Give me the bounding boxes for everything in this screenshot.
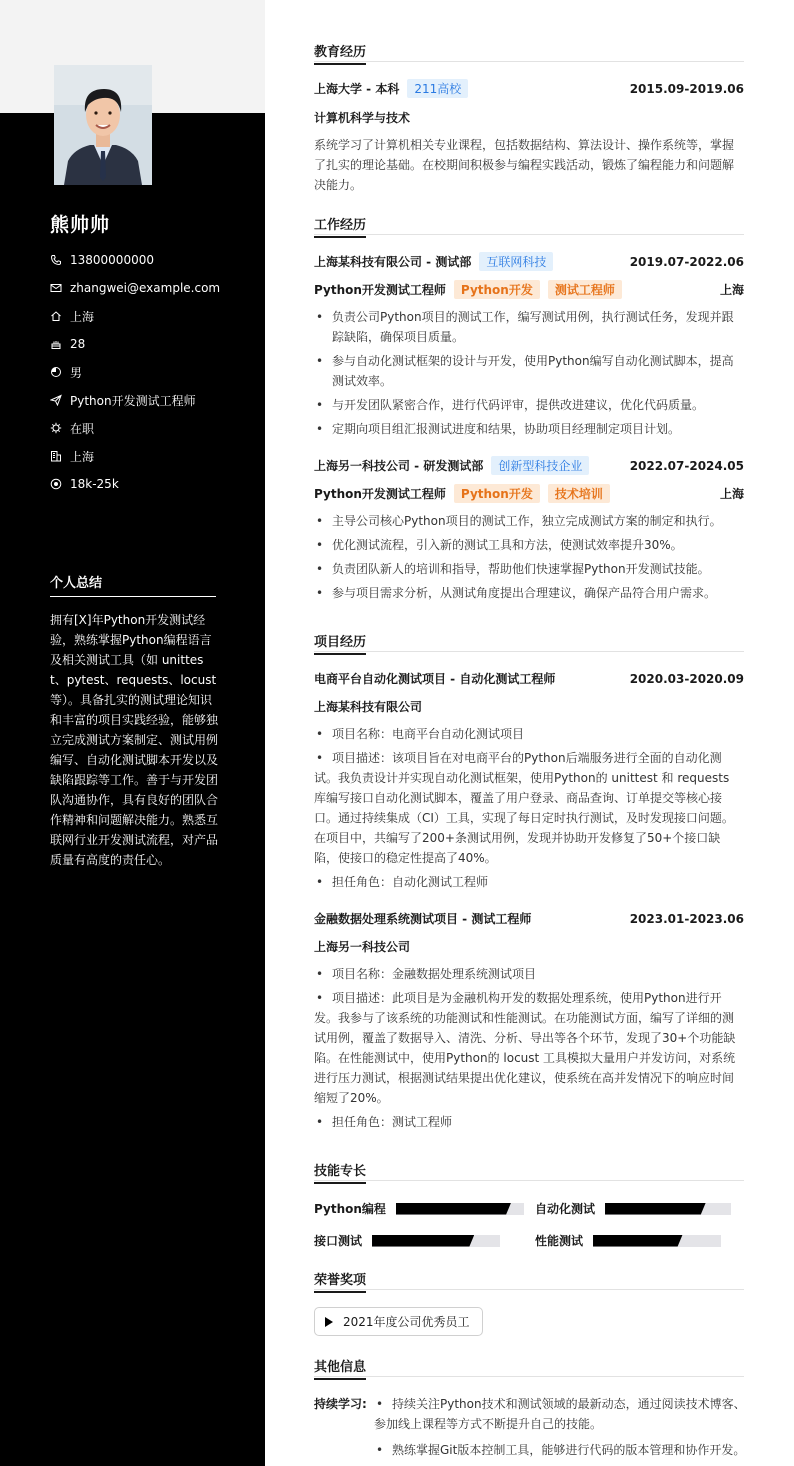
skill-bar	[605, 1203, 731, 1215]
contact-work-city	[50, 442, 220, 470]
skill-bar-fill	[605, 1203, 706, 1215]
job-1-city: 上海	[719, 283, 744, 297]
skill-name: Python编程	[314, 1202, 386, 1216]
list-item: • 定期向项目组汇报测试进度和结果，协助项目经理制定项目计划。	[314, 419, 744, 439]
project-1-company: 上海某科技有限公司	[314, 700, 423, 714]
job-2-header	[314, 456, 744, 475]
job-2-industry-tag: 创新型科技企业	[491, 456, 589, 475]
contact-city-text: 上海	[70, 309, 95, 324]
skills-section-title: 技能专长	[314, 1160, 366, 1184]
other-section-title: 其他信息	[314, 1356, 366, 1380]
list-item: • 持续关注Python技术和测试领域的最新动态，通过阅读技术博客、参加线上课程等方式不断提升自己的技能。	[374, 1394, 746, 1434]
skill-bar-fill	[396, 1203, 511, 1215]
contact-gender-text: 男	[70, 365, 83, 380]
job-1-bullets	[314, 307, 744, 443]
job-2-tag-1: Python开发	[454, 484, 540, 503]
job-2-date: 2022.07-2024.05	[629, 458, 744, 473]
skill-name: 接口测试	[314, 1234, 363, 1248]
contact-status-text: 在职	[70, 421, 95, 436]
job-1-header	[314, 252, 744, 271]
skill-bar	[593, 1235, 721, 1247]
contact-work-city-text: 上海	[70, 449, 95, 464]
education-divider	[314, 61, 744, 62]
play-icon	[325, 1317, 333, 1327]
skill-bar-fill	[372, 1235, 474, 1247]
project-1-name: 电商平台自动化测试项目 - 自动化测试工程师	[314, 672, 556, 686]
award-item[interactable]	[314, 1307, 483, 1336]
education-header	[314, 79, 744, 98]
awards-section-title: 荣誉奖项	[314, 1269, 366, 1293]
job-1-date: 2019.07-2022.06	[629, 254, 744, 269]
list-item: • 负责团队新人的培训和指导，帮助他们快速掌握Python开发测试技能。	[314, 559, 744, 579]
mail-icon	[50, 282, 62, 294]
project-1-bullets	[314, 724, 744, 896]
work-divider	[314, 234, 744, 235]
list-item: • 项目名称：电商平台自动化测试项目	[314, 724, 744, 744]
contact-status	[50, 414, 220, 442]
age-icon	[50, 338, 62, 350]
project-2-bullets	[314, 964, 744, 1136]
profile-photo	[54, 65, 152, 185]
job-2-city: 上海	[719, 487, 744, 501]
list-item: • 担任角色：测试工程师	[314, 1112, 744, 1132]
contact-position-text: Python开发测试工程师	[70, 393, 196, 408]
education-school: 上海大学 - 本科 211高校	[314, 79, 468, 98]
list-item: • 参与项目需求分析，从测试角度提出合理建议，确保产品符合用户需求。	[314, 583, 744, 603]
work-section-title: 工作经历	[314, 214, 366, 238]
projects-divider	[314, 651, 744, 652]
education-description: 系统学习了计算机相关专业课程，包括数据结构、算法设计、操作系统等，掌握了扎实的理论基础。在校期间积极参与编程实践活动，锻炼了编程能力和问题解决能力。	[314, 138, 735, 192]
other-label: 持续学习:	[314, 1397, 367, 1411]
project-2-company: 上海另一科技公司	[314, 940, 411, 954]
skill-item	[535, 1200, 731, 1217]
awards-divider	[314, 1289, 744, 1290]
summary-title: 个人总结	[50, 576, 103, 591]
education-section-title: 教育经历	[314, 41, 366, 65]
list-item: • 主导公司核心Python项目的测试工作，独立完成测试方案的制定和执行。	[314, 511, 744, 531]
skill-item	[314, 1232, 500, 1249]
project-1-date: 2020.03-2020.09	[629, 671, 744, 686]
project-1-header	[314, 670, 744, 687]
candidate-name: 熊帅帅	[50, 214, 111, 236]
job-2-bullets	[314, 511, 744, 607]
skill-item	[535, 1232, 721, 1249]
job-1-company: 上海某科技有限公司 - 测试部 互联网科技	[314, 252, 553, 271]
job-2-tag-2: 技术培训	[548, 484, 610, 503]
contact-gender	[50, 358, 220, 386]
project-2-header	[314, 910, 744, 927]
list-item: • 与开发团队紧密合作，进行代码评审，提供改进建议，优化代码质量。	[314, 395, 744, 415]
skill-item	[314, 1200, 524, 1217]
education-tag: 211高校	[407, 79, 468, 98]
contact-phone	[50, 246, 220, 274]
job-2-role-row	[314, 484, 744, 503]
skill-name: 自动化测试	[535, 1202, 596, 1216]
status-icon	[50, 422, 62, 434]
salary-icon	[50, 478, 62, 490]
summary-divider	[50, 596, 216, 597]
list-item: • 项目描述：此项目是为金融机构开发的数据处理系统，使用Python进行开发。我参与了该系统的功能测试和性能测试。在功能测试方面，编写了详细的测试用例，覆盖了数据导入、清洗、分析、导出等各个环节，发现了30+个功能缺陷。在性能测试中，使用Python的 locust 工具模拟大量用户并发访问，对系统进行压力测试，根据测试结果提出优化建议，使系统在高并发情况下的响应时间缩短了20%。	[314, 988, 744, 1108]
contact-city	[50, 302, 220, 330]
skill-name: 性能测试	[535, 1234, 584, 1248]
projects-section-title: 项目经历	[314, 631, 366, 655]
contact-age-text: 28	[70, 337, 86, 351]
award-text: 2021年度公司优秀员工	[343, 1315, 470, 1329]
job-1-role: Python开发测试工程师 Python开发 测试工程师	[314, 280, 622, 299]
job-1-tag-1: Python开发	[454, 280, 540, 299]
sidebar	[0, 0, 265, 1466]
list-item: • 项目名称：金融数据处理系统测试项目	[314, 964, 744, 984]
list-item: • 项目描述：该项目旨在对电商平台的Python后端服务进行全面的自动化测试。我负责设计并实现自动化测试框架，使用Python的 unittest 和 requests 库编写接口自动化测试脚本，覆盖了用户登录、商品查询、订单提交等核心接口。通过持续集成（CI）工具，实现了每日定时执行测试，及时发现接口问题。在项目中，共编写了200+条测试用例，发现并协助开发修复了50+个接口缺陷，使接口的稳定性提高了40%。	[314, 748, 744, 868]
project-2-date: 2023.01-2023.06	[629, 911, 744, 926]
contact-email-text: zhangwei@example.com	[70, 281, 221, 295]
job-1-tag-2: 测试工程师	[548, 280, 622, 299]
contact-info-list	[50, 246, 220, 498]
contact-email	[50, 274, 220, 302]
project-2-name: 金融数据处理系统测试项目 - 测试工程师	[314, 912, 532, 926]
send-icon	[50, 394, 62, 406]
list-item: • 负责公司Python项目的测试工作，编写测试用例，执行测试任务，发现并跟踪缺陷，确保项目质量。	[314, 307, 744, 347]
contact-salary	[50, 470, 220, 498]
list-item: • 参与自动化测试框架的设计与开发，使用Python编写自动化测试脚本，提高测试效率。	[314, 351, 744, 391]
other-divider	[314, 1376, 744, 1377]
education-date: 2015.09-2019.06	[629, 81, 744, 96]
skills-divider	[314, 1180, 744, 1181]
education-major: 计算机科学与技术	[314, 111, 411, 125]
job-2-company: 上海另一科技公司 - 研发测试部 创新型科技企业	[314, 456, 589, 475]
contact-age	[50, 330, 220, 358]
skill-bar-fill	[593, 1235, 683, 1247]
list-item: • 熟练掌握Git版本控制工具，能够进行代码的版本管理和协作开发。	[374, 1440, 746, 1460]
other-list	[374, 1394, 746, 1466]
job-1-role-row	[314, 280, 744, 299]
summary-text: 拥有[X]年Python开发测试经验，熟练掌握Python编程语言及相关测试工具（如 unittest、pytest、requests、locust 等）。具备扎实的测试理论知识和丰富的项目实践经验，能够独立完成测试方案制定、测试用例编写、自动化测试脚本开发以及缺陷跟踪等工作。善于与开发团队沟通协作，具有良好的团队合作精神和问题解决能力。熟悉互联网行业开发测试流程，对产品质量有高度的责任心。	[50, 613, 219, 867]
job-1-industry-tag: 互联网科技	[479, 252, 553, 271]
skill-bar	[396, 1203, 524, 1215]
home-icon	[50, 310, 62, 322]
gender-icon	[50, 366, 62, 378]
list-item: • 优化测试流程，引入新的测试工具和方法，使测试效率提升30%。	[314, 535, 744, 555]
contact-phone-text: 13800000000	[70, 253, 154, 267]
skill-bar	[372, 1235, 500, 1247]
contact-position	[50, 386, 220, 414]
building-icon	[50, 450, 62, 462]
phone-icon	[50, 254, 62, 266]
list-item: • 担任角色：自动化测试工程师	[314, 872, 744, 892]
job-2-role: Python开发测试工程师 Python开发 技术培训	[314, 484, 610, 503]
contact-salary-text: 18k-25k	[70, 477, 119, 491]
